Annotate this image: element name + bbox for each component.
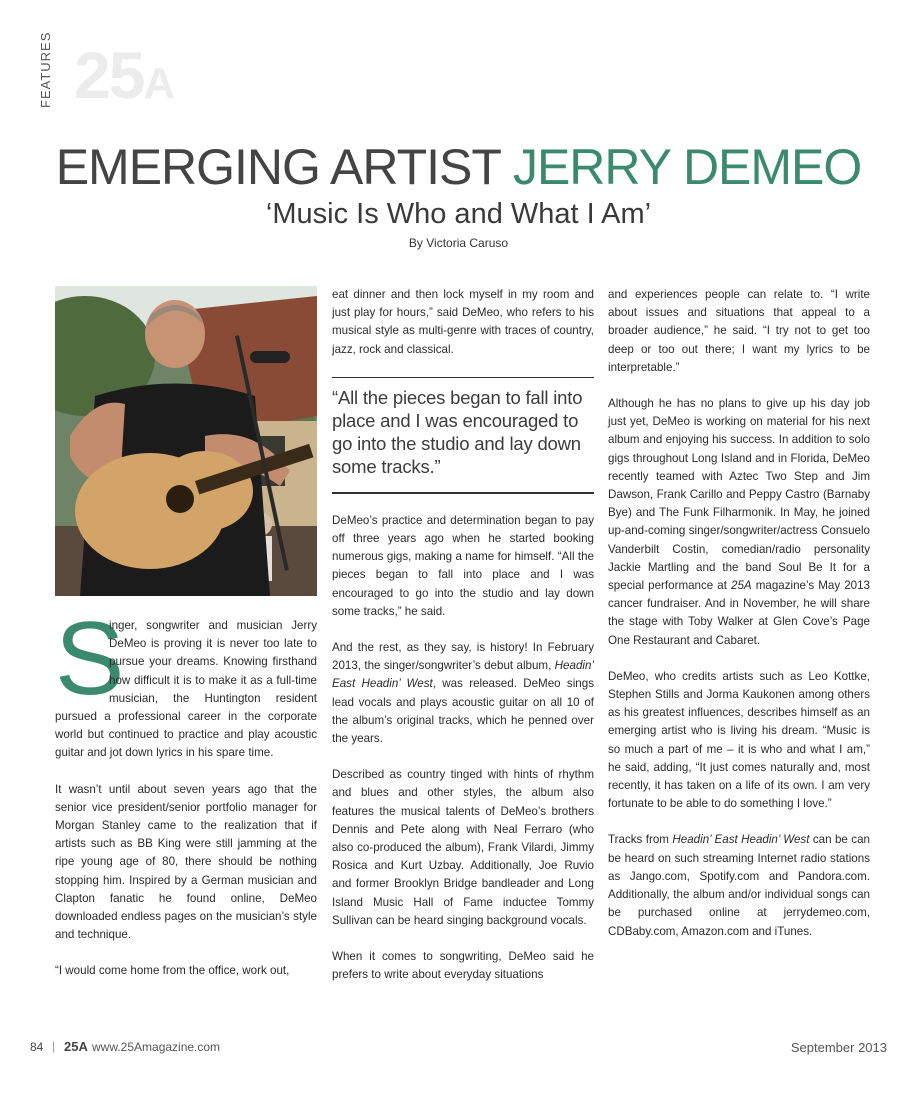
page-number: 84 — [30, 1040, 44, 1054]
paragraph: And the rest, as they say, is history! In February 2013, the singer/songwriter’s debut album, Headin’ East Headin’ West, was released. DeMeo sings lead vocals and plays acoustic guitar on all 10 of the album’s original tracks, which he penned over the years. — [332, 641, 594, 746]
issue-date: September 2013 — [790, 1040, 887, 1055]
drop-cap: S — [55, 601, 125, 717]
album-title: Headin’ East Headin’ West — [332, 659, 594, 691]
paragraph: “I would come home from the office, work out, — [55, 964, 290, 978]
paragraph: Tracks from Headin’ East Headin’ West can be can be heard on such streaming Internet radio stations as Jango.com, Spotify.com and Pandora.com. Additionally, the album and/or individual songs can be purchased online at jerrydemeo.com, CDBaby.com, Amazon.com and iTunes. — [608, 833, 870, 938]
section-label: FEATURES — [38, 31, 53, 108]
paragraph: DeMeo’s practice and determination began to pay off three years ago when he started booking numerous gigs, making a name for himself. “All the pieces began to fall into place and I was encouraged to go into the studio and lay down some tracks,” he said. — [332, 513, 594, 618]
byline: By Victoria Caruso — [408, 236, 509, 250]
article-column-3 — [608, 286, 870, 959]
footer-brand: 25A — [64, 1039, 88, 1054]
magazine-logo-watermark: 25A — [74, 38, 174, 112]
article-photo — [55, 286, 317, 596]
paragraph: It wasn’t until about seven years ago that the senior vice president/senior portfolio manager for Morgan Stanley came to the realization that if artists such as BB King were still jamming at the ripe young age of 80, there should be nothing stopping him. Inspired by a German musician and Clapton fanatic he found online, DeMeo downloaded endless pages on the musician’s style and technique. — [55, 782, 317, 942]
magazine-name: 25A — [731, 579, 752, 593]
page-footer — [30, 1040, 887, 1060]
paragraph: When it comes to songwriting, DeMeo said he prefers to write about everyday situations — [332, 950, 594, 982]
paragraph: eat dinner and then lock myself in my room and just play for hours,” said DeMeo, who refers to his musical style as multi-genre with traces of country, jazz, rock and classical. — [332, 288, 594, 356]
album-title: Headin’ East Headin’ West — [672, 833, 810, 847]
paragraph: DeMeo, who credits artists such as Leo Kottke, Stephen Stills and Jorma Kaukonen among others as his greatest influences, describes himself as an emerging artist who is living his dream. “Music is so much a part of me – it is who and what I am,” he said, adding, “It just comes naturally and, most recently, it has taken on a life of its own. I am very fortunate to be able to do something I love.” — [608, 669, 870, 811]
headline-lead: EMERGING ARTIST — [55, 139, 513, 195]
footer-separator: | — [52, 1039, 56, 1053]
intro-paragraph: S inger, songwriter and musician Jerry DeMeo is proving it is never too late to pursue your dreams. Knowing firsthand how difficult it is to make it as a full-time musician, the Huntington resident pursued a professional career in the corporate world but continued to practice and play acoustic guitar and jot down lyrics in his spare time. — [55, 601, 317, 760]
pull-quote: “All the pieces began to fall into place and I was encouraged to go into the studio and lay down some tracks.” — [332, 377, 594, 494]
paragraph: and experiences people can relate to. “I write about issues and situations that appeal to a broader audience,” he said. “I try not to get too deep or too out there; I want my lyrics to be interpretable.” — [608, 288, 870, 374]
article-headline — [0, 139, 917, 195]
article-column-1 — [55, 601, 317, 999]
paragraph: Described as country tinged with hints of rhythm and blues and other styles, the album also features the musical talents of DeMeo’s brothers Dennis and Pete along with Neal Ferraro (who also co-produced the album), Frank Vilardi, Jimmy Rosica and Kurt Uzbay. Additionally, Joe Ruvio and former Brooklyn Bridge bandleader and Long Island Music Hall of Fame inductee Tommy Sullivan can be heard singing background vocals. — [332, 768, 594, 927]
article-subtitle: ‘Music Is Who and What I Am’ — [265, 198, 652, 230]
paragraph: Although he has no plans to give up his day job just yet, DeMeo is working on material for his next album and enjoying his success. In addition to solo gigs throughout Long Island and in Florida, DeMeo recently teamed with Aztec Two Step and Jim Dawson, Frank Carillo and Peppy Castro (Barnaby Bye) and The Funk Filharmonik. In May, he joined up-and-coming singer/songwriter/actress Consuelo Vanderbilt Costin, comedian/radio personality Jackie Martling and the band Soul Be It for a special performance at 25A magazine’s May 2013 cancer fundraiser. And in November, he will share the stage with Toby Walker at Glen Cove’s Page One Restaurant and Cabaret. — [608, 397, 870, 647]
section-tag — [38, 31, 174, 112]
footer-url[interactable]: www.25Amagazine.com — [92, 1040, 221, 1054]
headline-name: JERRY DEMEO — [512, 139, 862, 195]
article-column-2 — [332, 286, 594, 1002]
